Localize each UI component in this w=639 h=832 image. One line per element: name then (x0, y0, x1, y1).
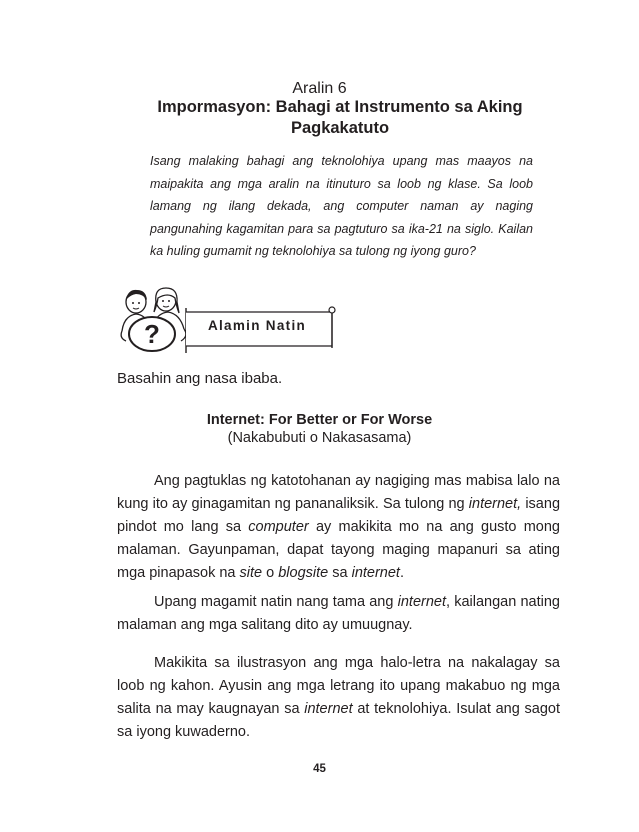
lesson-number: Aralin 6 (292, 80, 347, 97)
italic-term: internet (304, 701, 353, 717)
svg-text:?: ? (144, 319, 160, 349)
text-run: , kailangan nating malaman ang mga salitang dito ay umuugnay. (117, 594, 560, 633)
text-run: isang pindot mo lang sa (117, 496, 561, 535)
italic-term: internet (351, 565, 400, 581)
article-paragraph-3 (117, 652, 560, 744)
article-paragraph-1 (117, 470, 560, 585)
text-run: o (262, 565, 279, 581)
italic-term: internet, (468, 496, 522, 512)
italic-term: computer (248, 519, 309, 535)
text-run: Upang magamit natin nang tama ang (154, 594, 398, 610)
page-number: 45 (313, 763, 326, 775)
text-run: ay makikita mo na ang gusto mong malaman. Gayunpaman, dapat tayong maging mapanuri sa ating mga pinapasok na (117, 519, 560, 581)
text-run: at teknolohiya. Isulat ang sagot sa iyong kuwaderno. (117, 701, 560, 740)
text-run: Ang pagtuklas ng katotohanan ay nagiging mas mabisa lalo na kung ito ay ginagamitan ng pananaliksik. Sa tulong ng (117, 473, 560, 512)
italic-term: blogsite (278, 565, 329, 581)
text-run: . (399, 565, 404, 581)
lesson-title: Impormasyon: Bahagi at Instrumento sa Aking Pagkakatuto (157, 98, 523, 137)
article-title: Internet: For Better or For Worse (206, 412, 433, 428)
article-subtitle: (Nakabubuti o Nakasasama) (227, 430, 412, 446)
text-run: sa (328, 565, 352, 581)
reading-instruction: Basahin ang nasa ibaba. (117, 370, 283, 387)
text-run: Makikita sa ilustrasyon ang mga halo-letra na nakalagay sa loob ng kahon. Ayusin ang mga letrang ito upang makabuo ng mga salita na may kaugnayan sa (117, 655, 560, 717)
intro-paragraph: Isang malaking bahagi ang teknolohiya upang mas maayos na maipakita ang mga aralin na itinuturo sa loob ng klase. Sa loob lamang ng ilang dekada, ang computer naman ay naging pangunahing kagamitan para sa pagtuturo sa ika-21 na siglo. Kailan ka huling gumamit ng teknolohiya sa tulong ng iyong guro? (150, 154, 533, 259)
section-banner-label: Alamin Natin (207, 318, 307, 333)
article-paragraph-2 (117, 591, 560, 637)
question-mark-children-icon (116, 285, 192, 355)
italic-term: site (239, 565, 263, 581)
italic-term: internet (397, 594, 446, 610)
